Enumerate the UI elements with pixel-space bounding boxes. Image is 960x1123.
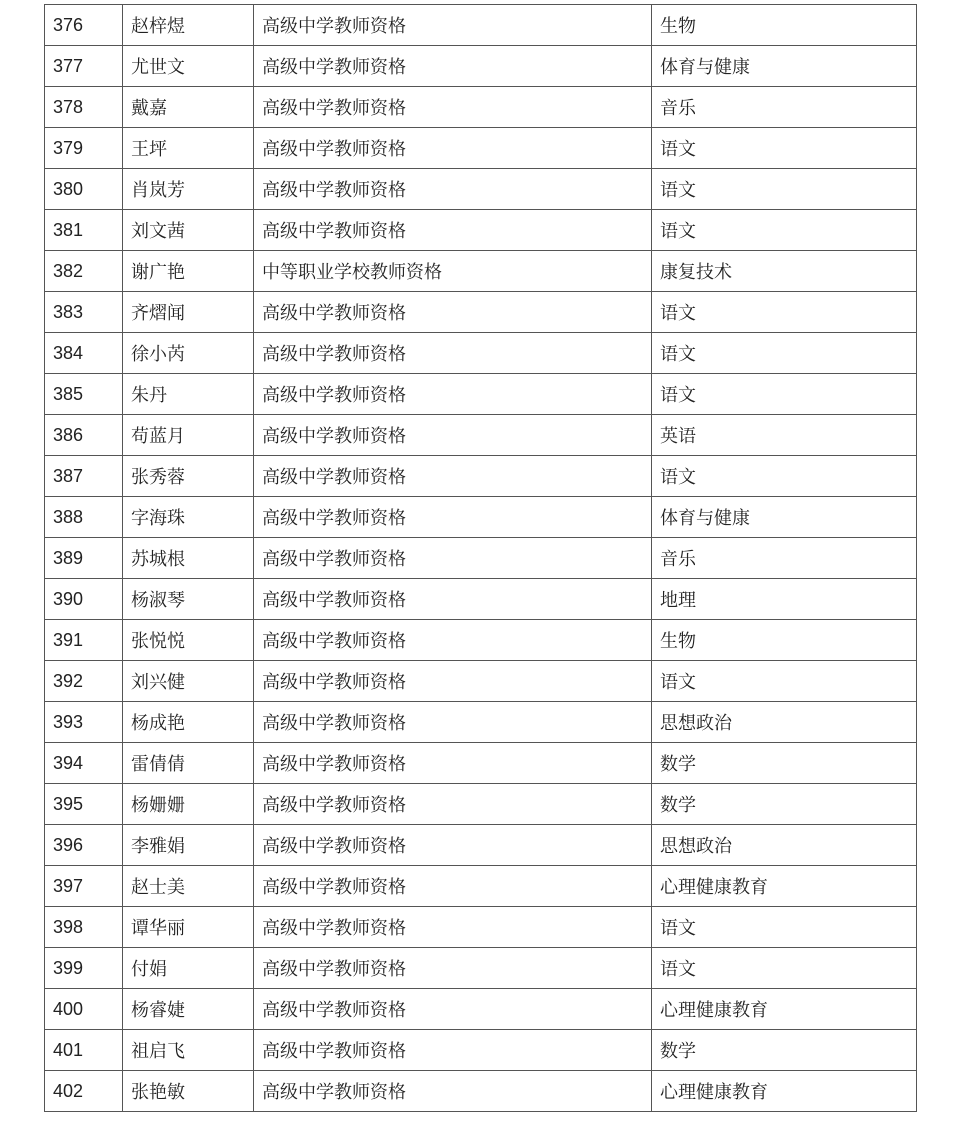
table-row [45,456,917,497]
qualification-type: 高级中学教师资格 [254,128,652,169]
subject: 体育与健康 [652,46,917,87]
subject: 心理健康教育 [652,866,917,907]
table-row [45,169,917,210]
qualification-type: 高级中学教师资格 [254,333,652,374]
subject: 音乐 [652,538,917,579]
qualification-type: 高级中学教师资格 [254,579,652,620]
table-row [45,866,917,907]
table-row [45,46,917,87]
person-name: 雷倩倩 [123,743,254,784]
table-row [45,128,917,169]
subject: 思想政治 [652,825,917,866]
row-number: 385 [45,374,123,415]
person-name: 张悦悦 [123,620,254,661]
person-name: 刘文茜 [123,210,254,251]
row-number: 384 [45,333,123,374]
table-row [45,333,917,374]
person-name: 字海珠 [123,497,254,538]
row-number: 401 [45,1030,123,1071]
person-name: 赵梓煜 [123,5,254,46]
table-row [45,1071,917,1112]
qualification-type: 高级中学教师资格 [254,87,652,128]
table-row [45,825,917,866]
person-name: 李雅娟 [123,825,254,866]
qualification-type: 高级中学教师资格 [254,538,652,579]
subject: 英语 [652,415,917,456]
person-name: 齐熠闻 [123,292,254,333]
person-name: 杨睿婕 [123,989,254,1030]
qualification-type: 高级中学教师资格 [254,989,652,1030]
subject: 心理健康教育 [652,989,917,1030]
person-name: 苟蓝月 [123,415,254,456]
table-row [45,661,917,702]
row-number: 386 [45,415,123,456]
row-number: 379 [45,128,123,169]
qualification-type: 高级中学教师资格 [254,415,652,456]
subject: 体育与健康 [652,497,917,538]
row-number: 378 [45,87,123,128]
row-number: 390 [45,579,123,620]
person-name: 张秀蓉 [123,456,254,497]
teacher-qualification-table [44,4,917,1112]
person-name: 祖启飞 [123,1030,254,1071]
table-body [45,5,917,1112]
qualification-type: 高级中学教师资格 [254,210,652,251]
row-number: 399 [45,948,123,989]
row-number: 380 [45,169,123,210]
qualification-type: 高级中学教师资格 [254,702,652,743]
table-row [45,620,917,661]
qualification-type: 高级中学教师资格 [254,374,652,415]
table-row [45,784,917,825]
subject: 生物 [652,5,917,46]
qualification-type: 高级中学教师资格 [254,497,652,538]
subject: 语文 [652,169,917,210]
subject: 地理 [652,579,917,620]
person-name: 杨淑琴 [123,579,254,620]
qualification-type: 高级中学教师资格 [254,743,652,784]
table-row [45,538,917,579]
table-row [45,251,917,292]
row-number: 402 [45,1071,123,1112]
qualification-type: 高级中学教师资格 [254,5,652,46]
qualification-type: 高级中学教师资格 [254,46,652,87]
qualification-type: 高级中学教师资格 [254,292,652,333]
table-row [45,1030,917,1071]
person-name: 苏城根 [123,538,254,579]
row-number: 383 [45,292,123,333]
row-number: 394 [45,743,123,784]
table-row [45,989,917,1030]
person-name: 刘兴健 [123,661,254,702]
row-number: 376 [45,5,123,46]
subject: 语文 [652,210,917,251]
qualification-type: 高级中学教师资格 [254,456,652,497]
table-row [45,743,917,784]
qualification-type: 高级中学教师资格 [254,907,652,948]
person-name: 王坪 [123,128,254,169]
row-number: 381 [45,210,123,251]
qualification-type: 中等职业学校教师资格 [254,251,652,292]
person-name: 赵士美 [123,866,254,907]
subject: 生物 [652,620,917,661]
row-number: 396 [45,825,123,866]
subject: 数学 [652,1030,917,1071]
subject: 语文 [652,333,917,374]
table-row [45,374,917,415]
qualification-type: 高级中学教师资格 [254,948,652,989]
row-number: 397 [45,866,123,907]
row-number: 389 [45,538,123,579]
subject: 语文 [652,661,917,702]
row-number: 382 [45,251,123,292]
table-row [45,702,917,743]
qualification-type: 高级中学教师资格 [254,825,652,866]
table-row [45,948,917,989]
person-name: 杨姗姗 [123,784,254,825]
row-number: 377 [45,46,123,87]
subject: 语文 [652,128,917,169]
person-name: 朱丹 [123,374,254,415]
row-number: 400 [45,989,123,1030]
table-row [45,907,917,948]
person-name: 谭华丽 [123,907,254,948]
subject: 语文 [652,374,917,415]
row-number: 395 [45,784,123,825]
person-name: 杨成艳 [123,702,254,743]
row-number: 398 [45,907,123,948]
subject: 数学 [652,784,917,825]
person-name: 张艳敏 [123,1071,254,1112]
row-number: 388 [45,497,123,538]
table-row [45,579,917,620]
table-row [45,5,917,46]
qualification-type: 高级中学教师资格 [254,169,652,210]
subject: 数学 [652,743,917,784]
qualification-type: 高级中学教师资格 [254,784,652,825]
person-name: 徐小芮 [123,333,254,374]
row-number: 392 [45,661,123,702]
row-number: 391 [45,620,123,661]
person-name: 付娟 [123,948,254,989]
person-name: 谢广艳 [123,251,254,292]
qualification-type: 高级中学教师资格 [254,620,652,661]
person-name: 尤世文 [123,46,254,87]
subject: 康复技术 [652,251,917,292]
table-row [45,87,917,128]
person-name: 戴嘉 [123,87,254,128]
row-number: 387 [45,456,123,497]
subject: 语文 [652,292,917,333]
table-row [45,497,917,538]
subject: 语文 [652,948,917,989]
qualification-type: 高级中学教师资格 [254,866,652,907]
table-row [45,292,917,333]
person-name: 肖岚芳 [123,169,254,210]
subject: 心理健康教育 [652,1071,917,1112]
qualification-type: 高级中学教师资格 [254,1030,652,1071]
qualification-type: 高级中学教师资格 [254,1071,652,1112]
row-number: 393 [45,702,123,743]
qualification-type: 高级中学教师资格 [254,661,652,702]
subject: 语文 [652,907,917,948]
subject: 思想政治 [652,702,917,743]
table-row [45,415,917,456]
subject: 语文 [652,456,917,497]
table-row [45,210,917,251]
subject: 音乐 [652,87,917,128]
